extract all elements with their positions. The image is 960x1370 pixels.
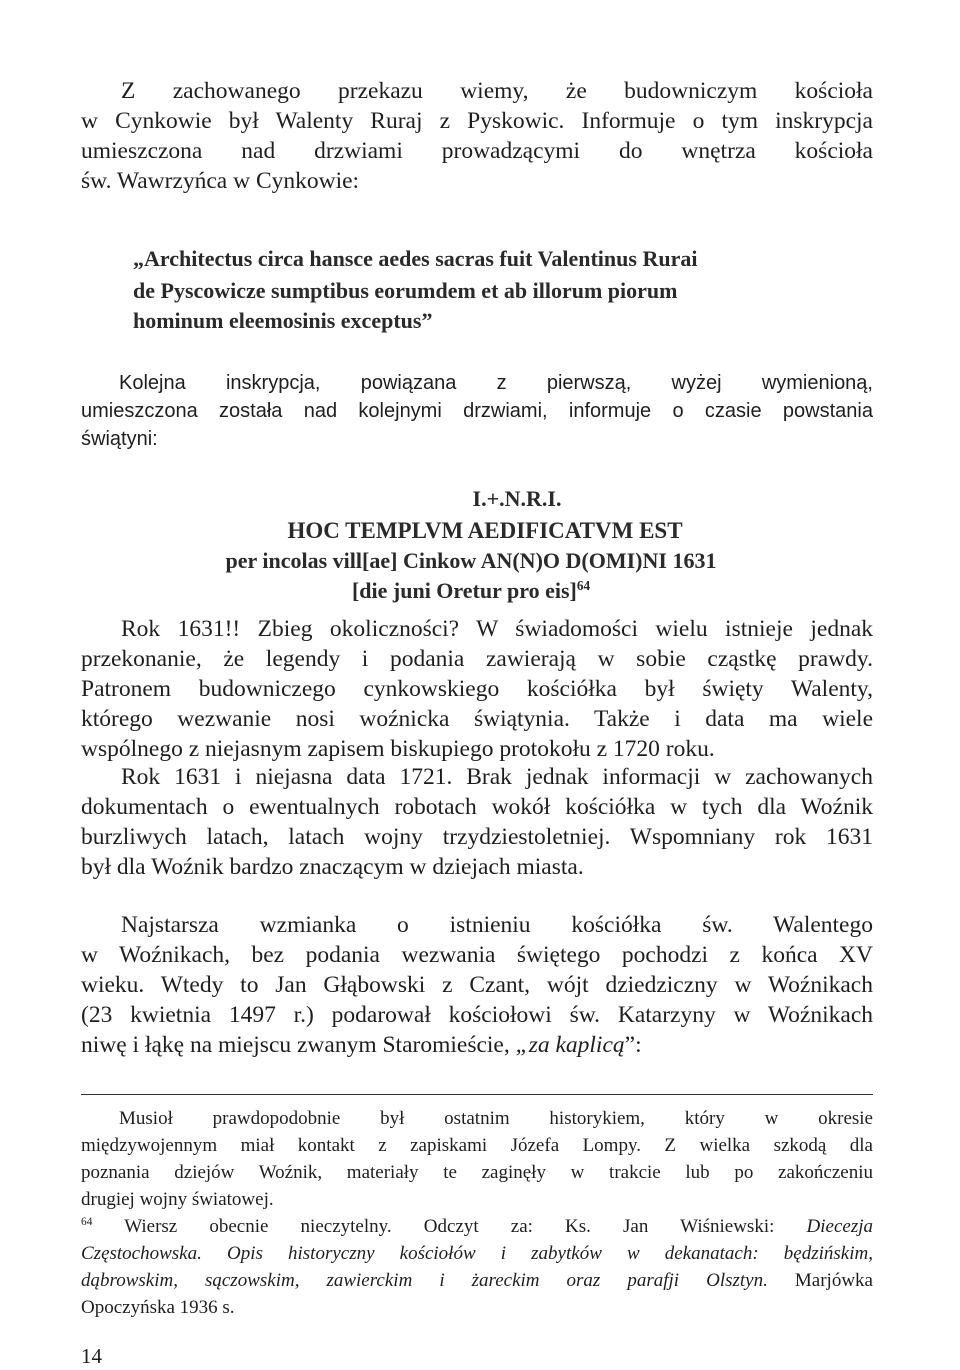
footnote-marker: 64 (81, 1216, 93, 1229)
footnote-line: poznania dziejów Woźnik, materiały te zaginęły w trakcie lub po zakończeniu (81, 1162, 873, 1183)
footnote-text: Wiersz obecnie nieczytelny. Odczyt za: Ks. Jan Wiśniewski: (124, 1216, 807, 1237)
inscription-text: [die juni Oretur pro eis] (351, 578, 577, 603)
text-line: w Cynkowie był Walenty Ruraj z Pyskowic. Informuje o tym inskrypcja (81, 108, 873, 134)
text-line: umieszczona została nad kolejnymi drzwiami, informuje o czasie powstania (81, 400, 873, 422)
quote-line: de Pyscowicze sumptibus eorumdem et ab illorum piorum (133, 278, 678, 303)
text-line: Z zachowanego przekazu wiemy, że budowniczym kościoła (121, 78, 873, 104)
footnote-line (81, 1268, 873, 1294)
footnote-separator (81, 1094, 873, 1095)
text-line: św. Wawrzyńca w Cynkowie: (81, 168, 360, 194)
text-line: którego wezwanie nosi woźnicka świątynia. Także i data ma wiele (81, 706, 873, 732)
page-number: 14 (81, 1344, 102, 1368)
inscription-line: I.+.N.R.I. (472, 486, 562, 511)
text-line: wieku. Wtedy to Jan Głąbowski z Czant, wójt dziedziczny w Woźnikach (81, 972, 873, 998)
footnote-line: Musioł prawdopodobnie był ostatnim historykiem, który w okresie (119, 1108, 873, 1129)
text-line: przekonanie, że legendy i podania zawierają w sobie cząstkę prawdy. (81, 646, 873, 672)
text-line: Patronem budowniczego cynkowskiego kościółka był święty Walenty, (81, 676, 873, 702)
text-line: w Woźnikach, bez podania wezwania świętego pochodzi z końca XV (81, 942, 873, 968)
italic-quote: „za kaplicą (515, 1032, 625, 1058)
quote-line: hominum eleemosinis exceptus” (133, 308, 433, 333)
text-segment: ”: (624, 1032, 642, 1058)
text-segment: niwę i łąkę na miejscu zwanym Staromieście, (81, 1032, 516, 1058)
inscription-line (75, 576, 867, 606)
text-line: Kolejna inskrypcja, powiązana z pierwszą, wyżej wymienioną, (119, 372, 873, 394)
text-line: wspólnego z niejasnym zapisem biskupiego protokołu z 1720 roku. (81, 736, 715, 762)
inscription-line: per incolas vill[ae] Cinkow AN(N)O D(OMI)NI 1631 (225, 548, 717, 573)
footnote-text: Marjówka (767, 1270, 873, 1291)
footnote-line: Opoczyńska 1936 s. (81, 1297, 235, 1318)
text-line: był dla Woźnik bardzo znaczącym w dziejach miasta. (81, 854, 584, 880)
text-line: Najstarsza wzmianka o istnieniu kościółka św. Walentego (121, 912, 873, 938)
footnote-title: dąbrowskim, sączowskim, zawierckim i żareckim oraz parafji Olsztyn. (81, 1270, 768, 1291)
text-line: Rok 1631 i niejasna data 1721. Brak jednak informacji w zachowanych (121, 764, 873, 790)
text-line: umieszczona nad drzwiami prowadzącymi do wnętrza kościoła (81, 138, 873, 164)
document-page (81, 0, 873, 1370)
text-line: dokumentach o ewentualnych robotach wokół kościółka w tych dla Woźnik (81, 794, 873, 820)
text-line: (23 kwietnia 1497 r.) podarował kościołowi św. Katarzyny w Woźnikach (81, 1002, 873, 1028)
footnote-title: Diecezja (806, 1216, 873, 1237)
footnote-64 (81, 1214, 873, 1240)
footnote-reference: 64 (576, 578, 591, 594)
inscription-line: HOC TEMPLVM AEDIFICATVM EST (287, 518, 683, 543)
footnote-line: drugiej wojny światowej. (81, 1189, 274, 1210)
footnote-line: międzywojennym miał kontakt z zapiskami Józefa Lompy. Z wielka szkodą dla (81, 1135, 873, 1156)
text-line (81, 1030, 873, 1060)
text-line: burzliwych latach, latach wojny trzydziestoletniej. Wspomniany rok 1631 (81, 824, 873, 850)
quote-line: „Architectus circa hansce aedes sacras fuit Valentinus Rurai (133, 246, 698, 271)
text-line: Rok 1631!! Zbieg okoliczności? W świadomości wielu istnieje jednak (121, 616, 873, 642)
footnote-title-line: Częstochowska. Opis historyczny kościołów i zabytków w dekanatach: będzińskim, (81, 1243, 873, 1264)
text-line: świątyni: (81, 428, 158, 450)
